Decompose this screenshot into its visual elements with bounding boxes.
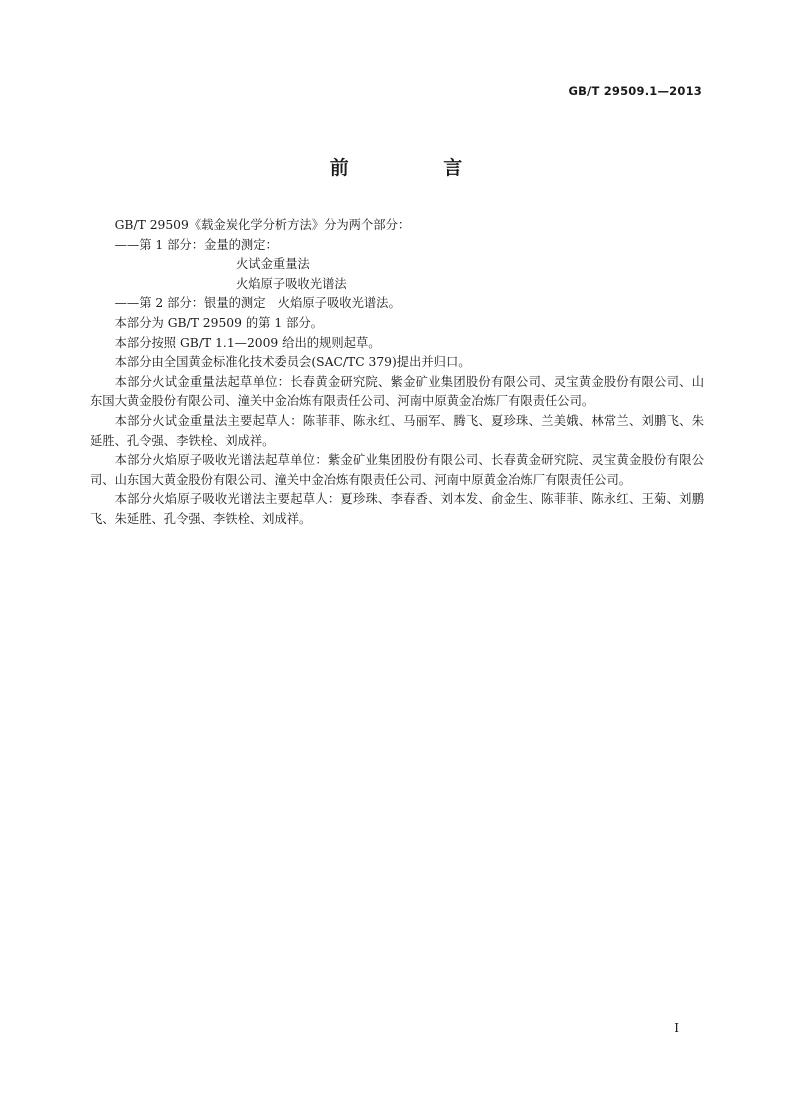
standard-code: GB/T 29509.1—2013	[568, 84, 702, 98]
paragraph-part-2: ——第 2 部分：银量的测定 火焰原子吸收光谱法。	[114, 296, 401, 311]
paragraph-this-part: 本部分为 GB/T 29509 的第 1 部分。	[114, 315, 323, 330]
paragraph-flame-aas-drafters: 本部分火焰原子吸收光谱法主要起草人：夏珍珠、李春香、刘本发、俞金生、陈菲菲、陈永红、王菊、刘鹏飞、朱延胜、孔令强、李铁栓、刘成祥。	[90, 492, 704, 526]
paragraph-fire-assay-units: 本部分火试金重量法起草单位：长春黄金研究院、紫金矿业集团股份有限公司、灵宝黄金股份有限公司、山东国大黄金股份有限公司、潼关中金冶炼有限责任公司、河南中原黄金冶炼厂有限责任公司。	[90, 374, 704, 409]
foreword-body	[90, 216, 704, 530]
paragraph-drafting-rules: 本部分按照 GB/T 1.1—2009 给出的规则起草。	[114, 335, 381, 350]
paragraph-committee: 本部分由全国黄金标准化技术委员会(SAC/TC 379)提出并归口。	[114, 355, 471, 370]
paragraph-part-1: ——第 1 部分：金量的测定：	[114, 237, 278, 252]
paragraph-method-fire-assay: 火试金重量法	[236, 257, 310, 272]
paragraph-fire-assay-drafters: 本部分火试金重量法主要起草人：陈菲菲、陈永红、马丽军、腾飞、夏珍珠、兰美娥、林常兰、刘鹏飞、朱延胜、孔令强、李铁栓、刘成祥。	[90, 413, 704, 448]
paragraph-parts-intro: GB/T 29509《载金炭化学分析方法》分为两个部分：	[114, 218, 411, 232]
paragraph-method-flame-aas: 火焰原子吸收光谱法	[236, 276, 347, 291]
paragraph-flame-aas-units: 本部分火焰原子吸收光谱法起草单位：紫金矿业集团股份有限公司、长春黄金研究院、灵宝黄金股份有限公司、山东国大黄金股份有限公司、潼关中金冶炼有限责任公司、河南中原黄金冶炼厂有限责任公司。	[90, 453, 704, 487]
page-number: I	[674, 1021, 679, 1035]
page-title: 前 言	[329, 157, 507, 179]
